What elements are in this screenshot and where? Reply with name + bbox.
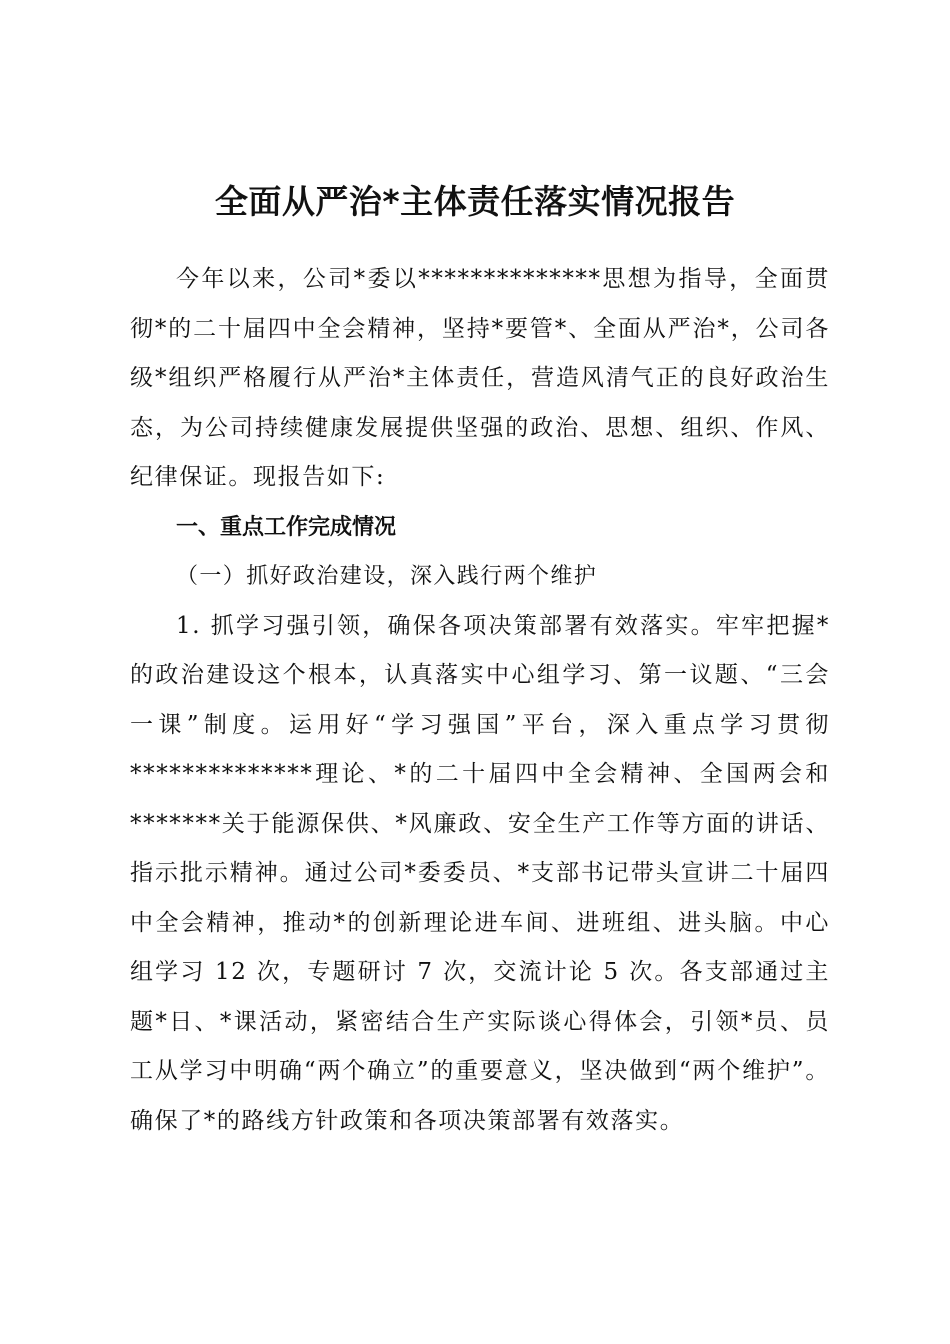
intro-paragraph: 今年以来，公司*委以**************思想为指导，全面贯彻*的二十届四中全会精神，坚持*要管*、全面从严治*，公司各级*组织严格履行从严治*主体责任，营造风清气正的良好政治生态，为公司持续健康发展提供坚强的政治、思想、组织、作风、纪律保证。现报告如下: [130, 266, 830, 490]
section-heading: 一、重点工作完成情况 [176, 514, 397, 540]
document-body [130, 255, 830, 1146]
subsection-heading: （一）抓好政治建设，深入践行两个维护 [176, 564, 598, 589]
item-paragraph: 1. 抓学习强引领，确保各项决策部署有效落实。牢牢把握*的政治建设这个根本，认真落实中心组学习、第一议题、“三会一课”制度。运用好“学习强国”平台，深入重点学习贯彻**************理论、*的二十届四中全会精神、全国两会和*******关于能源保供、*风廉政、安全生产工作等方面的讲话、指示批示精神。通过公司*委委员、*支部书记带头宣讲二十届四中全会精神，推动*的创新理论进车间、进班组、进头脑。中心组学习 12 次，专题研讨 7 次，交流计论 5 次。各支部通过主题*日、*课活动，紧密结合生产实际谈心得体会，引领*员、员工从学习中明确“两个确立”的重要意义，坚决做到“两个维护”。确保了*的路线方针政策和各项决策部署有效落实。 [130, 612, 830, 1134]
document-title: 全面从严治*主体责任落实情况报告 [214, 182, 736, 221]
